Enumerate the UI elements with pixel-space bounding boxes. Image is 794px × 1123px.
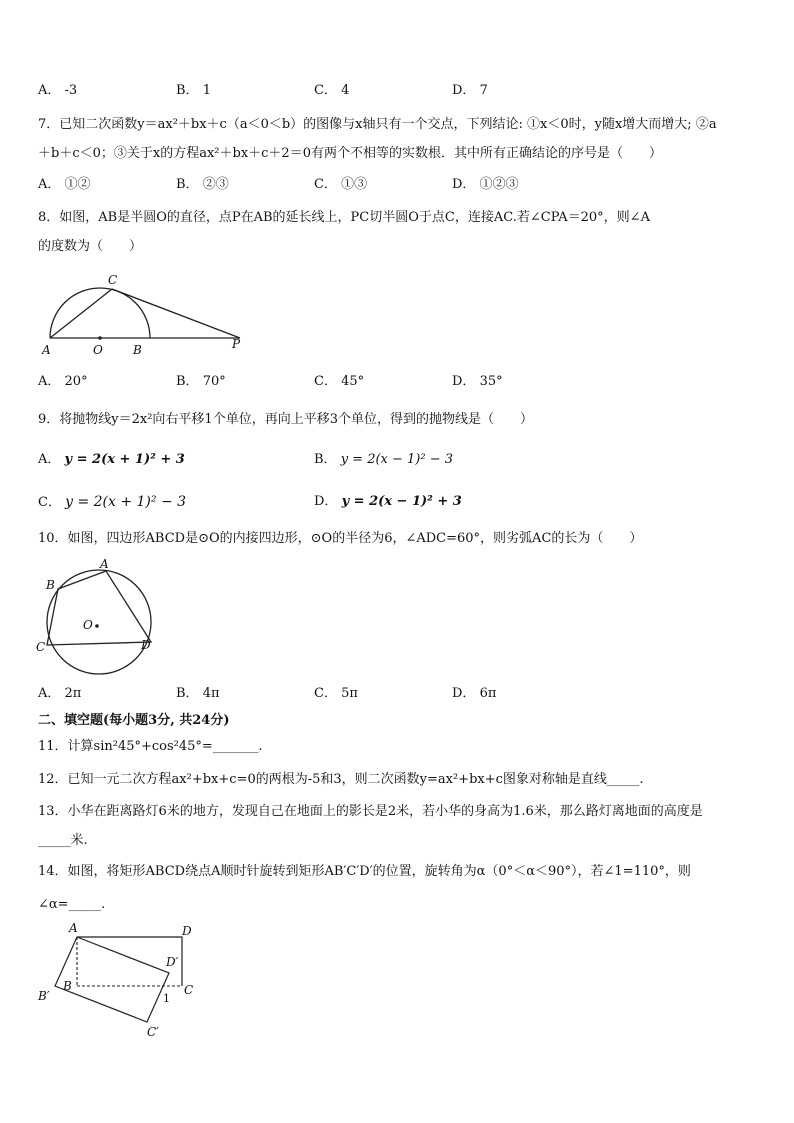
option-c: C． 45°	[314, 374, 365, 389]
label-c: C	[108, 273, 118, 287]
label-c: C	[184, 983, 194, 997]
q10-circle-figure	[34, 556, 159, 678]
q9-stem: 9．将抛物线y＝2x²向右平移1个单位，再向上平移3个单位，得到的抛物线是（ ）	[38, 412, 533, 427]
option-c: C． 4	[314, 83, 350, 98]
q8-semicircle-figure	[40, 270, 280, 362]
option-a: A． 2π	[38, 686, 82, 701]
q13-stem-line1: 13．小华在距离路灯6米的地方，发现自己在地面上的影长是2米，若小华的身高为1.6米，那么路灯离地面的高度是	[38, 804, 703, 819]
option-c: C． y = 2(x + 1)² − 3	[38, 494, 187, 510]
quadrilateral-abcd	[47, 571, 151, 645]
label-1: 1	[163, 992, 170, 1005]
label-a: A	[100, 557, 109, 571]
q8-stem-line1: 8．如图，AB是半圆O的直径，点P在AB的延长线上，PC切半圆O于点C，连接AC.若∠CPA＝20°，则∠A	[38, 210, 650, 225]
q12-stem: 12．已知一元二次方程ax²+bx+c=0的两根为-5和3，则二次函数y=ax²+bx+c图象对称轴是直线_____.	[38, 772, 644, 787]
center-dot	[98, 336, 102, 340]
label-b: B	[46, 578, 55, 592]
rectangle-ab-c-d-prime	[55, 937, 169, 1022]
option-a: A． ①②	[38, 177, 91, 192]
label-o: O	[83, 618, 93, 632]
option-b: B． y = 2(x − 1)² − 3	[314, 452, 454, 467]
label-d-prime: D′	[166, 955, 179, 969]
option-b: B． ②③	[176, 177, 229, 192]
option-c: C． ①③	[314, 177, 368, 192]
chord-ac	[50, 289, 112, 338]
q13-stem-line2: _____米.	[38, 833, 88, 848]
option-b: B． 70°	[176, 374, 226, 389]
q14-stem-line2: ∠α=_____.	[38, 897, 106, 912]
center-dot	[95, 624, 99, 628]
q7-stem-line1: 7．已知二次函数y＝ax²＋bx＋c（a＜0＜b）的图像与x轴只有一个交点，下列结论: ①x＜0时，y随x增大而增大; ②a	[38, 117, 717, 132]
option-d: D． 6π	[452, 686, 497, 701]
label-b: B	[133, 343, 142, 357]
label-c: C	[36, 640, 46, 654]
tangent-pc	[112, 289, 240, 338]
option-d: D． 35°	[452, 374, 503, 389]
q11-stem: 11．计算sin²45°+cos²45°=_______.	[38, 739, 263, 754]
label-d: D	[141, 638, 151, 652]
option-d: D． 7	[452, 83, 488, 98]
option-b: B． 4π	[176, 686, 220, 701]
circle-o	[47, 570, 151, 674]
q14-stem-line1: 14．如图，将矩形ABCD绕点A顺时针旋转到矩形AB′C′D′的位置，旋转角为α（0°＜α＜90°），若∠1=110°，则	[38, 864, 691, 879]
label-c-prime: C′	[147, 1025, 159, 1039]
q8-stem-line2: 的度数为（ ）	[38, 239, 143, 254]
option-a: A． -3	[38, 83, 78, 98]
label-d: D	[182, 924, 192, 938]
label-b: B	[63, 979, 72, 993]
option-d: D． ①②③	[452, 177, 519, 192]
option-b: B． 1	[176, 83, 211, 98]
option-a: A． y = 2(x + 1)² + 3	[38, 452, 185, 467]
label-o: O	[93, 343, 103, 357]
label-a: A	[69, 921, 78, 935]
label-a: A	[42, 343, 51, 357]
option-d: D． y = 2(x − 1)² + 3	[314, 494, 462, 509]
q7-stem-line2: ＋b＋c＜0；③关于x的方程ax²＋bx＋c＋2＝0有两个不相等的实数根．其中所有正确结论的序号是（ ）	[38, 146, 662, 161]
q10-stem: 10．如图，四边形ABCD是⊙O的内接四边形，⊙O的半径为6，∠ADC=60°，则劣弧AC的长为（ ）	[38, 531, 643, 546]
label-p: P	[232, 337, 241, 351]
option-c: C． 5π	[314, 686, 358, 701]
section-heading: 二、填空题(每小题3分, 共24分)	[38, 713, 230, 728]
label-b-prime: B′	[38, 989, 50, 1003]
semicircle-arc	[50, 288, 150, 338]
option-a: A． 20°	[38, 374, 88, 389]
q14-rectangle-figure	[34, 918, 209, 1046]
